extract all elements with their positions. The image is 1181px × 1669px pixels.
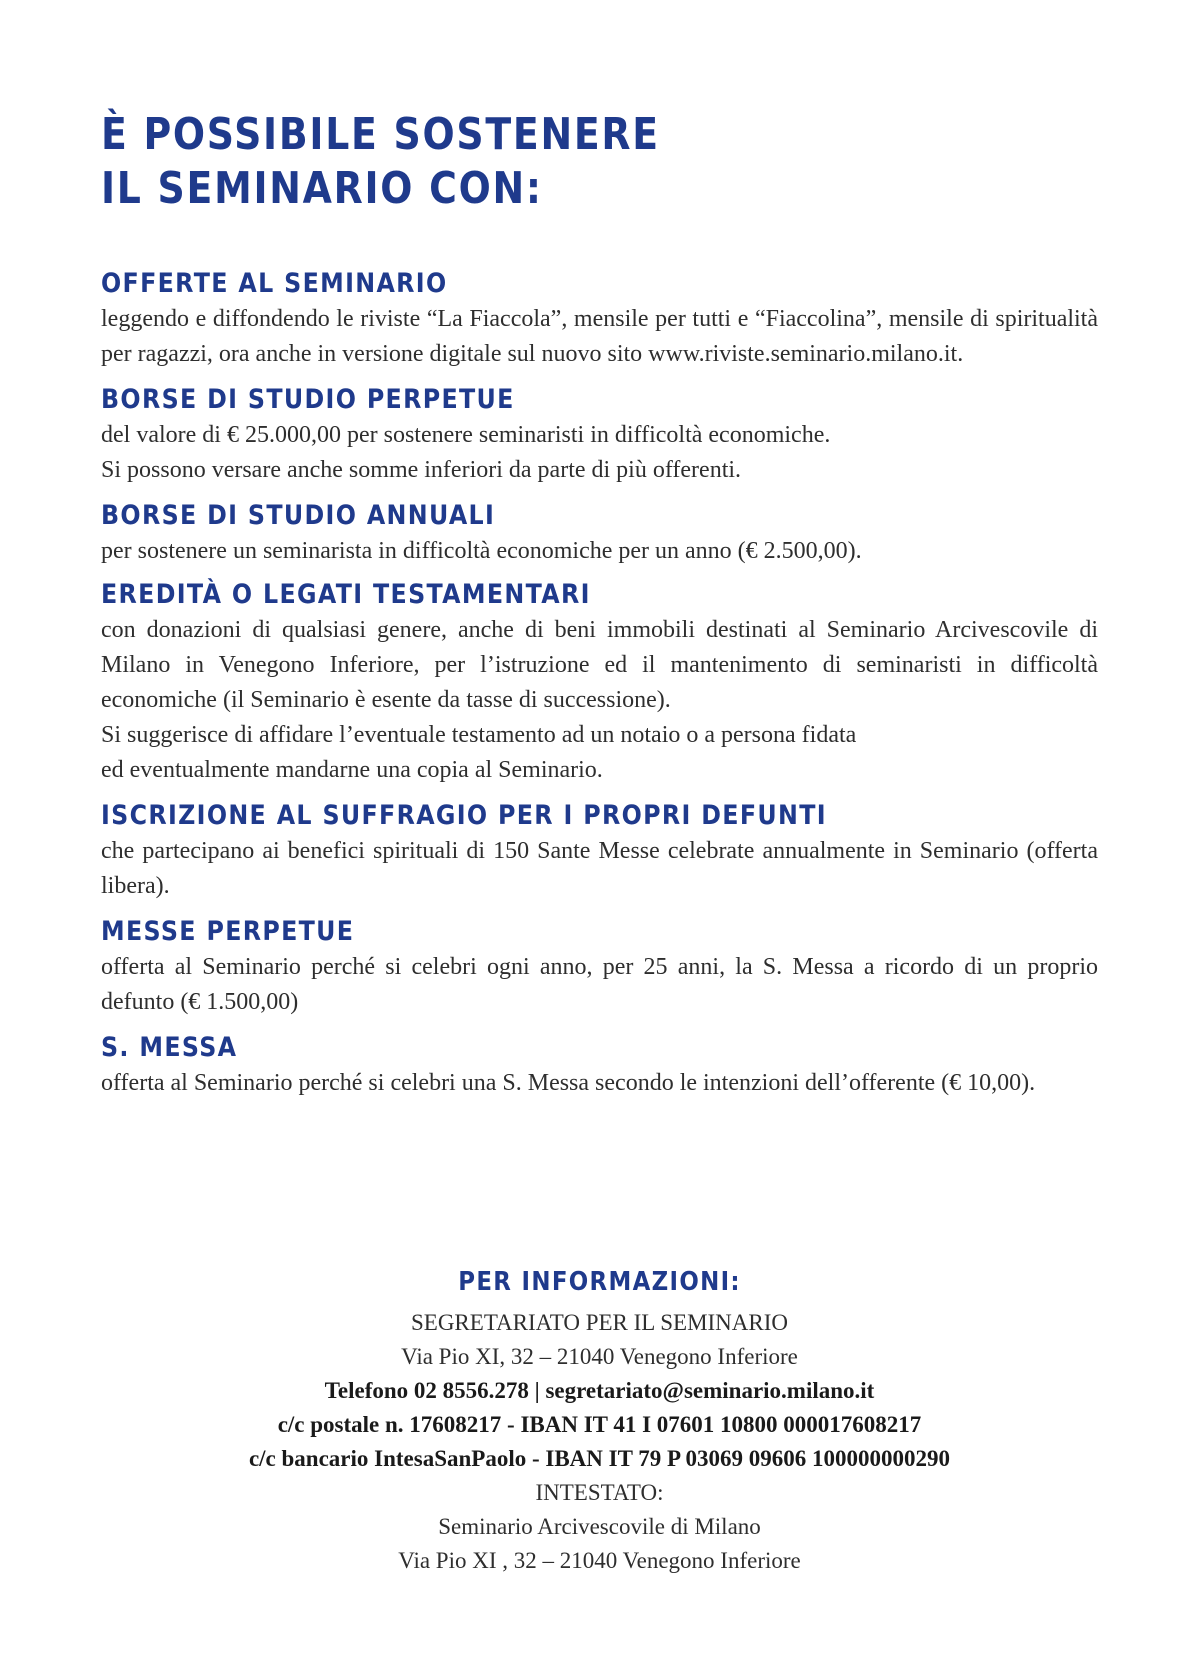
- info-intestato-label: INTESTATO:: [535, 1480, 664, 1505]
- section-text: leggendo e diffondendo le riviste “La Fiaccola”, mensile per tutti e “Fiaccolina”, mensile di spiritualità per ragazzi, ora anche in versione digitale sul nuovo sito www.riviste.seminario.milano.it.: [101, 306, 1098, 367]
- sections-list: [101, 266, 1098, 1101]
- section-heading: BORSE DI STUDIO PERPETUE: [101, 384, 515, 415]
- section-text: offerta al Seminario perché si celebri una S. Messa secondo le intenzioni dell’offerente (€ 10,00).: [101, 1070, 1036, 1096]
- section-s-messa: [101, 1030, 1098, 1101]
- section-heading: EREDITÀ O LEGATI TESTAMENTARI: [101, 579, 591, 610]
- section-text: per sostenere un seminarista in difficoltà economiche per un anno (€ 2.500,00).: [101, 538, 862, 564]
- section-text: offerta al Seminario perché si celebri ogni anno, per 25 anni, la S. Messa a ricordo di un proprio defunto (€ 1.500,00): [101, 954, 1098, 1015]
- section-messe-perpetue: [101, 914, 1098, 1020]
- section-text: con donazioni di qualsiasi genere, anche di beni immobili destinati al Seminario Arcivescovile di Milano in Venegono Inferiore, per l’istruzione ed il mantenimento di seminaristi in difficoltà economiche (il Seminario è esente da tasse di successione).: [101, 617, 1098, 713]
- page-title-line-2: IL SEMINARIO CON:: [101, 163, 543, 214]
- info-org: SEGRETARIATO PER IL SEMINARIO: [410, 1310, 789, 1335]
- section-text: Si suggerisce di affidare l’eventuale testamento ad un notaio o a persona fidata: [101, 722, 857, 748]
- info-bank-account: c/c bancario IntesaSanPaolo - IBAN IT 79 P 03069 09606 100000000290: [248, 1446, 951, 1471]
- section-text: che partecipano ai benefici spirituali di 150 Sante Messe celebrate annualmente in Seminario (offerta libera).: [101, 838, 1098, 899]
- section-heading: S. MESSA: [101, 1032, 238, 1063]
- section-heading: MESSE PERPETUE: [101, 916, 355, 947]
- section-text: del valore di € 25.000,00 per sostenere seminaristi in difficoltà economiche.: [101, 422, 831, 448]
- section-borse-perpetue: [101, 382, 1098, 488]
- section-iscrizione-suffragio: [101, 798, 1098, 904]
- section-borse-annuali: [101, 498, 1098, 569]
- info-block: [101, 1264, 1098, 1578]
- info-postal-account: c/c postale n. 17608217 - IBAN IT 41 I 07601 10800 000017608217: [277, 1412, 922, 1437]
- section-heading: OFFERTE AL SEMINARIO: [101, 268, 448, 299]
- info-contact: Telefono 02 8556.278 | segretariato@seminario.milano.it: [324, 1378, 875, 1403]
- info-intestato-name: Seminario Arcivescovile di Milano: [438, 1514, 761, 1539]
- section-eredita: [101, 577, 1098, 788]
- section-text: Si possono versare anche somme inferiori da parte di più offerenti.: [101, 457, 742, 483]
- info-address: Via Pio XI, 32 – 21040 Venegono Inferiore: [401, 1344, 798, 1369]
- section-heading: BORSE DI STUDIO ANNUALI: [101, 500, 496, 531]
- section-text: ed eventualmente mandarne una copia al Seminario.: [101, 757, 603, 783]
- section-offerte: [101, 266, 1098, 372]
- page-title-line-1: È POSSIBILE SOSTENERE: [101, 109, 660, 160]
- page-title: [101, 108, 660, 216]
- info-heading: PER INFORMAZIONI:: [458, 1267, 741, 1297]
- info-intestato-address: Via Pio XI , 32 – 21040 Venegono Inferiore: [398, 1548, 801, 1573]
- section-heading: ISCRIZIONE AL SUFFRAGIO PER I PROPRI DEFUNTI: [101, 800, 827, 831]
